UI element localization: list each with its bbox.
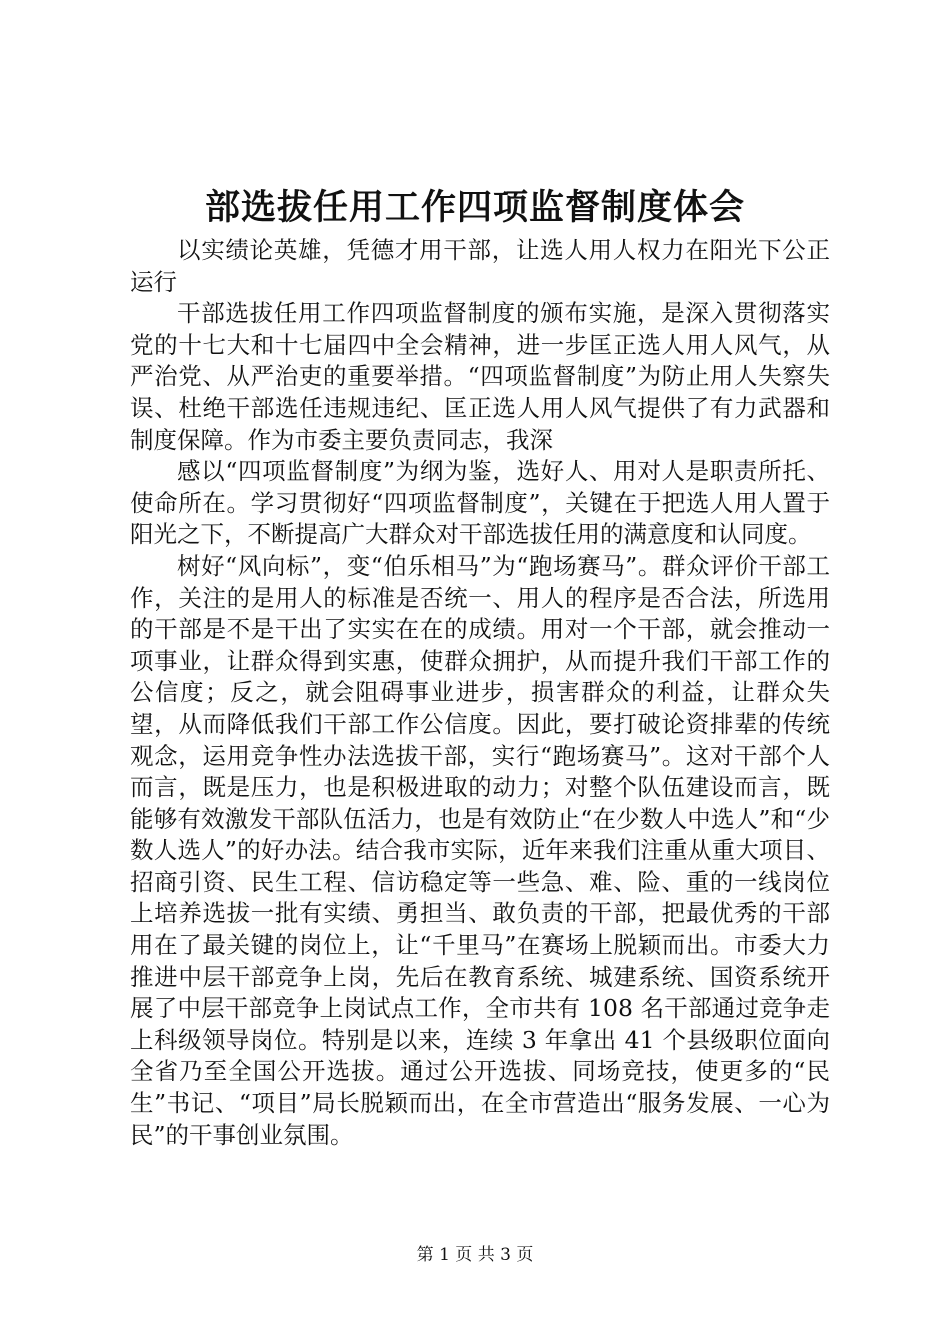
paragraph-3: 感以“四项监督制度”为纲为鉴，选好人、用对人是职责所托、使命所在。学习贯彻好“四项监督制度”，关键在于把选人用人置于阳光之下，不断提高广大群众对干部选拔任用的满意度和认同度。	[130, 457, 830, 549]
paragraph-4: 树好“风向标”，变“伯乐相马”为“跑场赛马”。群众评价干部工作，关注的是用人的标准是否统一、用人的程序是否合法，所选用的干部是不是干出了实实在在的成绩。用对一个干部，就会推动一项事业，让群众得到实惠，使群众拥护，从而提升我们干部工作的公信度；反之，就会阻碍事业进步，损害群众的利益，让群众失望，从而降低我们干部工作公信度。因此，要打破论资排辈的传统观念，运用竞争性办法选拔干部，实行“跑场赛马”。这对干部个人而言，既是压力，也是积极进取的动力；对整个队伍建设而言，既能够有效激发干部队伍活力，也是有效防止“在少数人中选人”和“少数人选人”的好办法。结合我市实际，近年来我们注重从重大项目、招商引资、民生工程、信访稳定等一些急、难、险、重的一线岗位上培养选拔一批有实绩、勇担当、敢负责的干部，把最优秀的干部用在了最关键的岗位上，让“千里马”在赛场上脱颖而出。市委大力推进中层干部竞争上岗，先后在教育系统、城建系统、国资系统开展了中层干部竞争上岗试点工作，全市共有 108 名干部通过竞争走上科级领导岗位。特别是以来，连续 3 年拿出 41 个县级职位面向全省乃至全国公开选拔。通过公开选拔、同场竞技，使更多的“民生”书记、“项目”局长脱颖而出，在全市营造出“服务发展、一心为民”的干事创业氛围。	[130, 551, 830, 1149]
document-title: 部选拔任用工作四项监督制度体会	[204, 187, 745, 228]
paragraph-2: 干部选拔任用工作四项监督制度的颁布实施，是深入贯彻落实党的十七大和十七届四中全会精神，进一步匡正选人用人风气，从严治党、从严治吏的重要举措。“四项监督制度”为防止用人失察失误、杜绝干部选任违规违纪、匡正选人用人风气提供了有力武器和制度保障。作为市委主要负责同志，我深	[130, 299, 830, 454]
paragraph-1: 以实绩论英雄，凭德才用干部，让选人用人权力在阳光下公正运行	[130, 236, 830, 296]
document-body	[130, 235, 830, 1151]
page-footer: 第 1 页 共 3 页	[416, 1245, 534, 1265]
